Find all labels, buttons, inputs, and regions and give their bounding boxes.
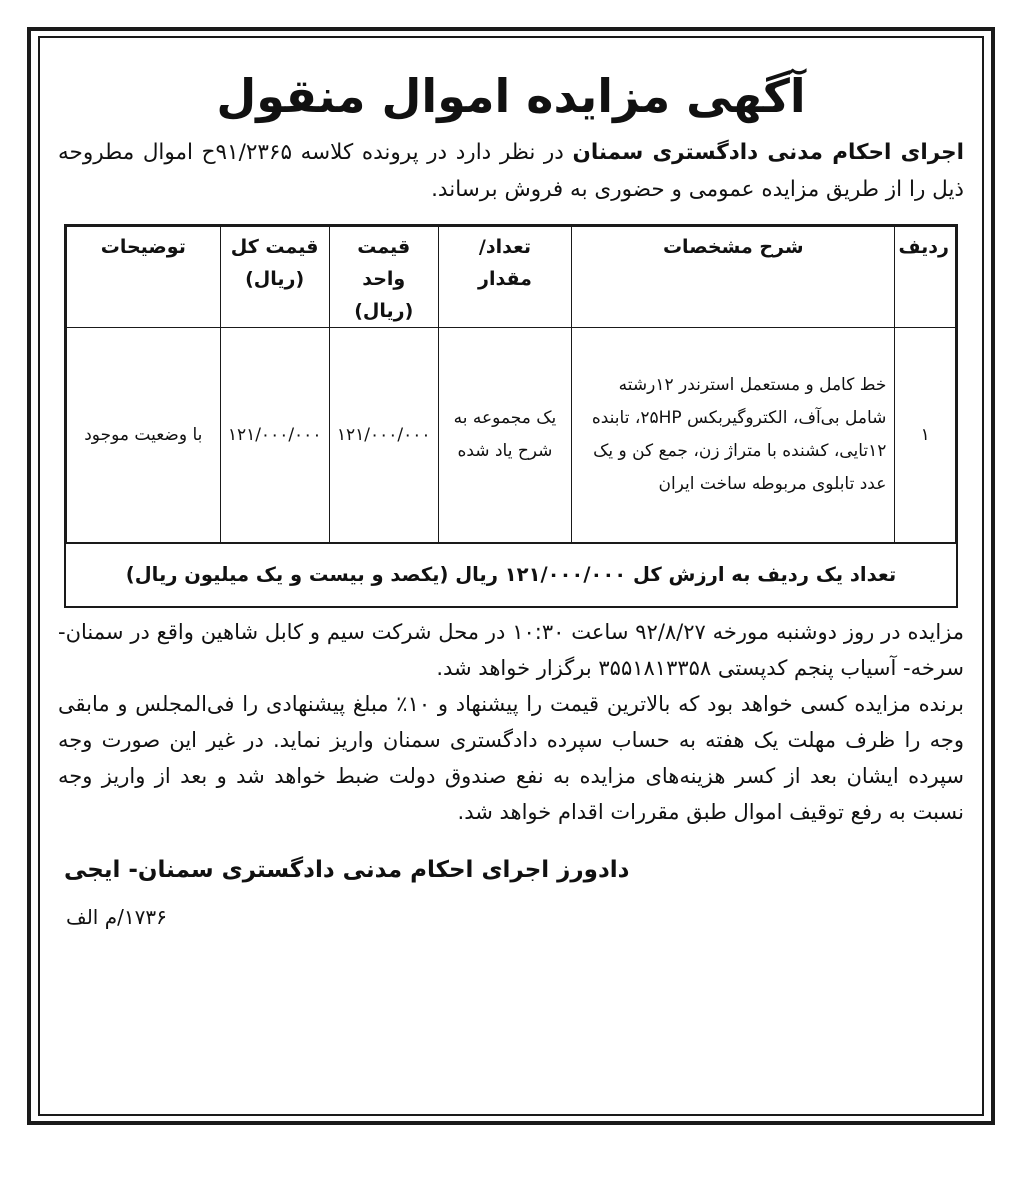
header-unit-price-line2: (ریال) bbox=[354, 300, 414, 322]
header-unit-price bbox=[329, 227, 438, 328]
header-quantity-line2: مقدار bbox=[478, 268, 532, 290]
body-paragraphs bbox=[52, 614, 970, 830]
reference-code bbox=[52, 902, 970, 932]
table-row bbox=[67, 328, 956, 543]
header-total-price-line1: قیمت کل bbox=[230, 236, 319, 258]
notice-title: آگهی مزایده اموال منقول bbox=[216, 69, 806, 123]
signature-line bbox=[52, 850, 970, 890]
cell-radif: ۱ bbox=[895, 328, 956, 543]
items-table bbox=[66, 226, 956, 543]
reference-text: ۱۷۳۶/م الف bbox=[66, 905, 167, 929]
paragraph-terms: برنده مزایده کسی خواهد بود که بالاترین قیمت را پیشنهاد و ۱۰٪ مبلغ پیشنهادی را فی‌المجلس و مابقی وجه را ظرف مهلت یک هفته به حساب سپرده دادگستری سمنان واریز نماید. در غیر این صورت وجه سپرده ایشان بعد از کسر هزینه‌های مزایده به نفع صندوق دولت ضبط خواهد شد و بعد از واریز وجه نسبت به رفع توقیف اموال طبق مقررات اقدام خواهد شد. bbox=[58, 692, 964, 824]
table-header-row bbox=[67, 227, 956, 328]
cell-notes: با وضعیت موجود bbox=[67, 328, 221, 543]
cell-specs: خط کامل و مستعمل استرندر ۱۲رشته شامل بی‌آف، الکتروگیربکس ۲۵HP، تابنده ۱۲تایی، کشنده با متراژ زن، جمع کن و یک عدد تابلوی مربوطه ساخت ایران bbox=[572, 328, 895, 543]
auction-items-table bbox=[64, 224, 958, 608]
cell-quantity: یک مجموعه به شرح یاد شده bbox=[438, 328, 571, 543]
table-summary: تعداد یک ردیف به ارزش کل ۱۲۱/۰۰۰/۰۰۰ ریال (یکصد و بیست و یک میلیون ریال) bbox=[66, 543, 956, 606]
header-specs: شرح مشخصات bbox=[572, 227, 895, 328]
header-total-price-line2: (ریال) bbox=[245, 268, 305, 290]
cell-total-price: ۱۲۱/۰۰۰/۰۰۰ bbox=[220, 328, 329, 543]
header-radif: ردیف bbox=[895, 227, 956, 328]
signature-text: دادورز اجرای احکام مدنی دادگستری سمنان- ایجی bbox=[64, 857, 630, 883]
header-unit-price-line1: قیمت واحد bbox=[357, 236, 411, 290]
cell-unit-price: ۱۲۱/۰۰۰/۰۰۰ bbox=[329, 328, 438, 543]
intro-bold-org: اجرای احکام مدنی دادگستری سمنان bbox=[572, 140, 964, 165]
paragraph-schedule: مزایده در روز دوشنبه مورخه ۹۲/۸/۲۷ ساعت ۱۰:۳۰ در محل شرکت سیم و کابل شاهین واقع در سمنان- سرخه- آسیاب پنجم کدپستی ۳۵۵۱۸۱۳۳۵۸ برگزار خواهد شد. bbox=[58, 620, 964, 680]
header-quantity-line1: تعداد/ bbox=[478, 236, 531, 258]
intro-text: در نظر دارد در پرونده کلاسه ۹۱/۲۳۶۵ح اموال مطروحه ذیل را از طریق مزایده عمومی و حضوری به فروش برساند. bbox=[58, 140, 964, 202]
header-notes: توضیحات bbox=[67, 227, 221, 328]
notice-content bbox=[52, 50, 970, 1110]
intro-paragraph bbox=[52, 134, 970, 208]
header-quantity bbox=[438, 227, 571, 328]
header-total-price bbox=[220, 227, 329, 328]
